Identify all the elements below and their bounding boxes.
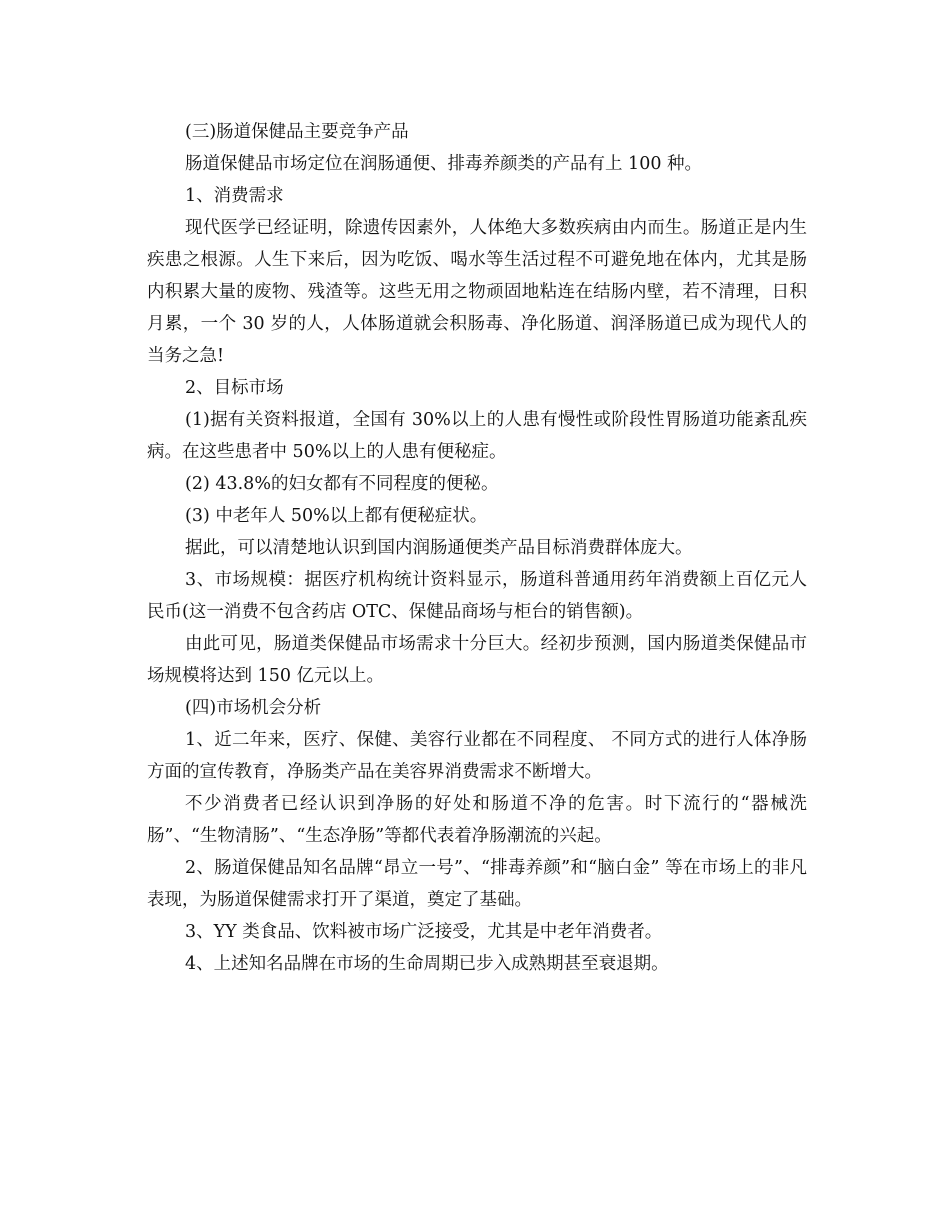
paragraph-consumer-awareness: 不少消费者已经认识到净肠的好处和肠道不净的危害。时下流行的“器械洗肠”、“生物清肠”、“生态净肠”等都代表着净肠潮流的兴起。 (147, 794, 807, 846)
document-body (147, 116, 807, 980)
paragraph-opportunity-4: 4、上述知名品牌在市场的生命周期已步入成熟期甚至衰退期。 (185, 954, 669, 974)
list-item-3: (3) 中老年人 50%以上都有便秘症状。 (185, 506, 488, 526)
paragraph-market-scale: 3、市场规模：据医疗机构统计资料显示，肠道科普通用药年消费额上百亿元人民币(这一消费不包含药店 OTC、保健品商场与柜台的销售额)。 (147, 570, 807, 622)
section-heading-market-opportunity: (四)市场机会分析 (185, 698, 322, 718)
section-heading-competing-products: (三)肠道保健品主要竞争产品 (185, 122, 409, 142)
paragraph-opportunity-2: 2、肠道保健品知名品牌“昂立一号”、“排毒养颜”和“脑白金” 等在市场上的非凡表现，为肠道保健需求打开了渠道，奠定了基础。 (147, 858, 807, 910)
subheading-consumer-demand: 1、消费需求 (185, 186, 284, 206)
list-item-1: (1)据有关资料报道，全国有 30%以上的人患有慢性或阶段性胃肠道功能紊乱疾病。在这些患者中 50%以上的人患有便秘症。 (147, 410, 807, 462)
paragraph-opportunity-1: 1、近二年来，医疗、保健、美容行业都在不同程度、 不同方式的进行人体净肠方面的宣传教育，净肠类产品在美容界消费需求不断增大。 (147, 730, 807, 782)
paragraph-conclusion-target: 据此，可以清楚地认识到国内润肠通便类产品目标消费群体庞大。 (185, 538, 693, 558)
paragraph-market-forecast: 由此可见，肠道类保健品市场需求十分巨大。经初步预测，国内肠道类保健品市场规模将达到 150 亿元以上。 (147, 634, 807, 686)
list-item-2: (2) 43.8%的妇女都有不同程度的便秘。 (185, 474, 499, 494)
subheading-target-market: 2、目标市场 (185, 378, 284, 398)
paragraph-market-positioning: 肠道保健品市场定位在润肠通便、排毒养颜类的产品有上 100 种。 (185, 154, 703, 174)
paragraph-opportunity-3: 3、YY 类食品、饮料被市场广泛接受，尤其是中老年消费者。 (185, 922, 663, 942)
paragraph-modern-medicine: 现代医学已经证明，除遗传因素外，人体绝大多数疾病由内而生。肠道正是内生疾患之根源。人生下来后，因为吃饭、喝水等生活过程不可避免地在体内，尤其是肠内积累大量的废物、残渣等。这些无用之物顽固地粘连在结肠内壁，若不清理，日积月累，一个 30 岁的人，人体肠道就会积肠毒、净化肠道、润泽肠道已成为现代人的当务之急! (147, 218, 807, 366)
